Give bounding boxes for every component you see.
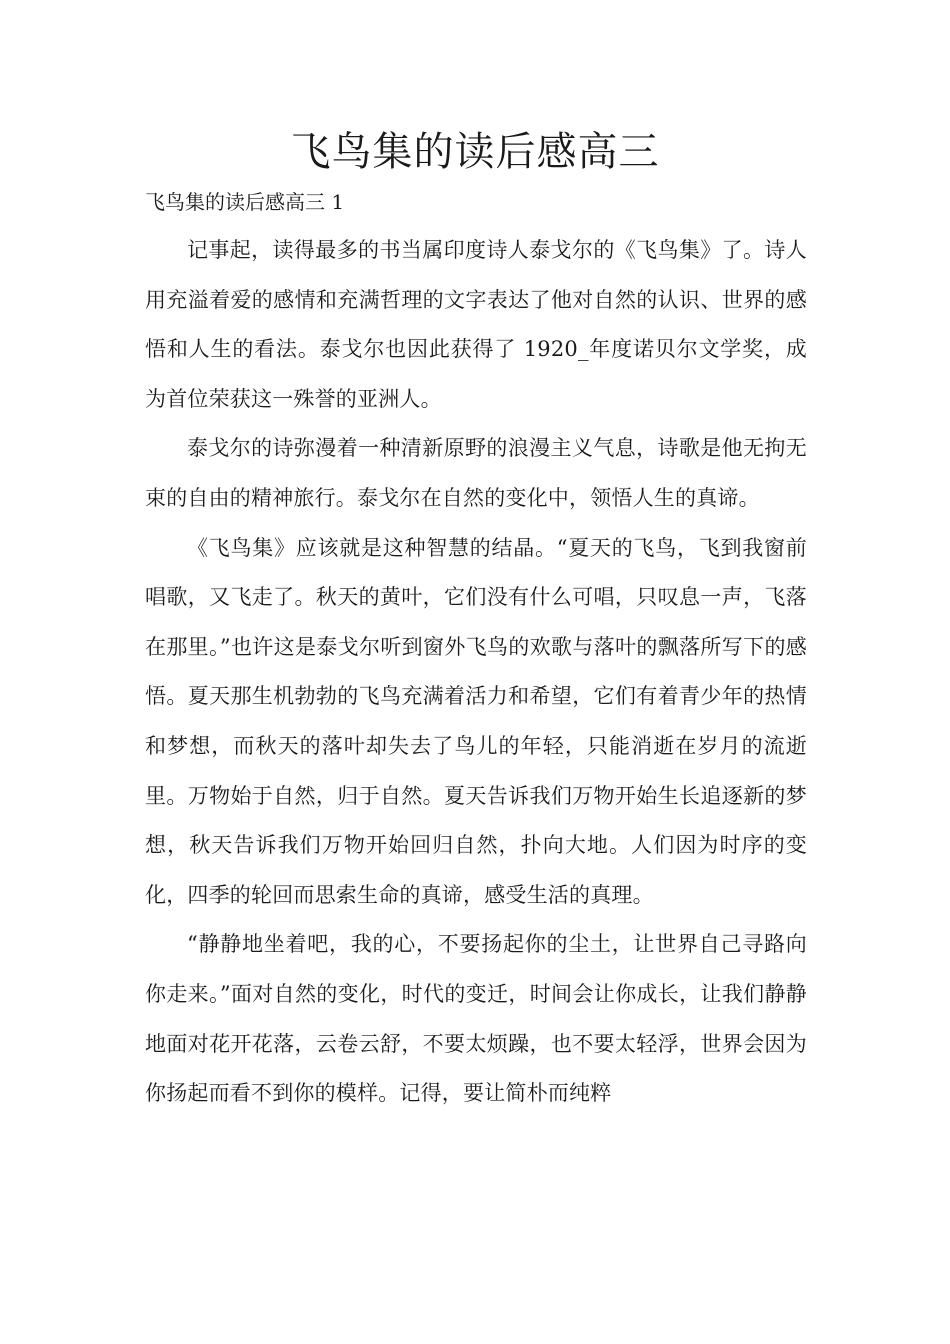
- paragraph-2: 泰戈尔的诗弥漫着一种清新原野的浪漫主义气息，诗歌是他无拘无束的自由的精神旅行。泰戈尔在自然的变化中，领悟人生的真谛。: [145, 436, 807, 510]
- paragraph-1: 记事起，读得最多的书当属印度诗人泰戈尔的《飞鸟集》了。诗人用充溢着爱的感情和充满哲理的文字表达了他对自然的认识、世界的感悟和人生的看法。泰戈尔也因此获得了 1920_年度诺贝尔文学奖，成为首位荣获这一殊誉的亚洲人。: [145, 238, 807, 411]
- section-heading: 飞鸟集的读后感高三 1: [145, 190, 345, 214]
- paragraph-4: “静静地坐着吧，我的心，不要扬起你的尘土，让世界自己寻路向你走来。”面对自然的变化，时代的变迁，时间会让你成长，让我们静静地面对花开花落，云卷云舒，不要太烦躁，也不要太轻浮，世界会因为你扬起而看不到你的模样。记得，要让简朴而纯粹: [145, 932, 807, 1106]
- document-title: 飞鸟集的读后感高三: [290, 129, 660, 175]
- document-body: [145, 226, 807, 1119]
- paragraph-3: 《飞鸟集》应该就是这种智慧的结晶。“夏天的飞鸟，飞到我窗前唱歌，又飞走了。秋天的黄叶，它们没有什么可唱，只叹息一声，飞落在那里。”也许这是泰戈尔听到窗外飞鸟的欢歌与落叶的飘落所写下的感悟。夏天那生机勃勃的飞鸟充满着活力和希望，它们有着青少年的热情和梦想，而秋天的落叶却失去了鸟儿的年轻，只能消逝在岁月的流逝里。万物始于自然，归于自然。夏天告诉我们万物开始生长追逐新的梦想，秋天告诉我们万物开始回归自然，扑向大地。人们因为时序的变化，四季的轮回而思索生命的真谛，感受生活的真理。: [145, 535, 807, 907]
